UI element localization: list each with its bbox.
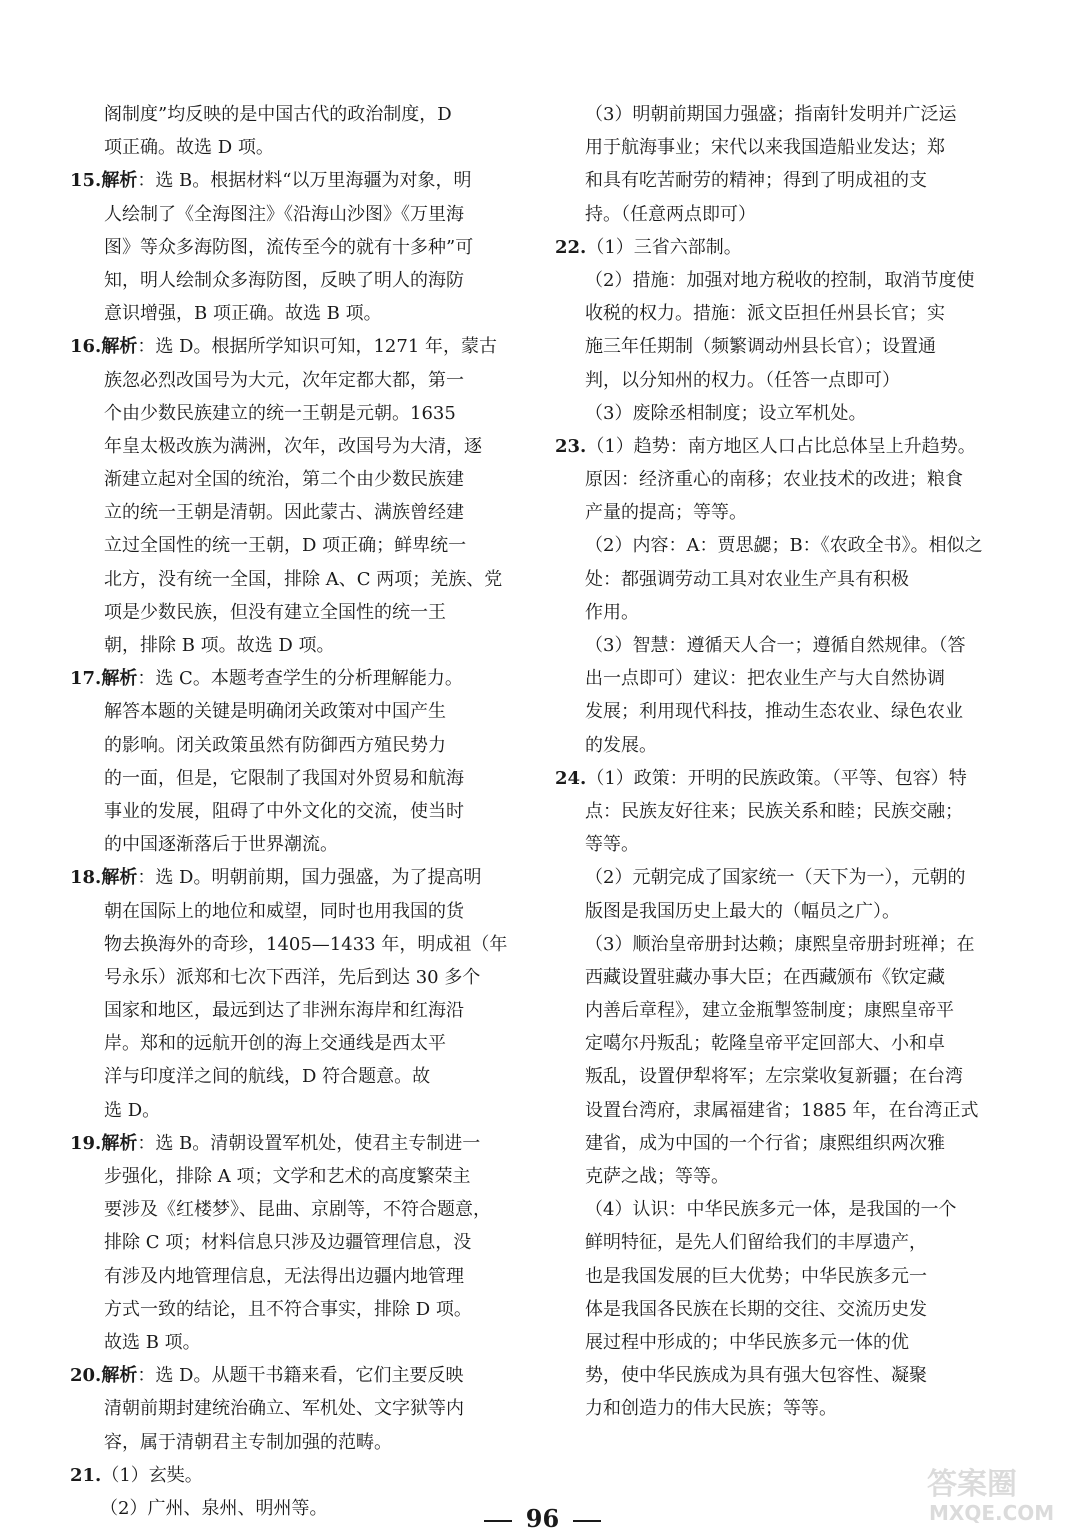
text-line: ：选 B。 (137, 1132, 211, 1154)
text-line: 处：都强调劳动工具对农业生产具有积极 (585, 568, 909, 590)
question-24 (555, 762, 1003, 795)
analysis-label: 解析 (101, 170, 138, 192)
text-line: 发展；利用现代科技，推动生态农业、绿色农业 (585, 701, 963, 723)
text-line: 本题考查学生的分析理解能力。 (210, 668, 463, 690)
text-line: 国家和地区，最远到达了非洲东海岸和红海沿 (104, 1000, 464, 1022)
text-line: 叛乱，设置伊犁将军；左宗棠收复新疆；在台湾 (585, 1066, 963, 1088)
footer-dash (484, 1520, 512, 1522)
text-line: 立过全国性的统一王朝，D 项正确；鲜卑统一 (104, 535, 467, 557)
text-line: 以万里海疆为对象，明 (291, 170, 472, 192)
question-number: 20. (70, 1365, 102, 1387)
text-line: 有涉及内地管理信息，无法得出边疆内地管理 (104, 1265, 464, 1287)
watermark-logo-svg (921, 1460, 1071, 1526)
text-line: （2）广州、泉州、明州等。 (100, 1497, 328, 1519)
text-line: 原因：经济重心的南移；农业技术的改进；粮食 (585, 469, 963, 491)
text-line: （1）政策：开明的民族政策。（平等、包容）特 (586, 767, 967, 789)
text-line: ：选 D。 (137, 1365, 212, 1387)
text-line: 立的统一王朝是清朝。因此蒙古、满族曾经建 (104, 502, 464, 524)
text-line: 的一面，但是，它限制了我国对外贸易和航海 (104, 767, 464, 789)
text-line: 用于航海事业；宋代以来我国造船业发达；郑 (585, 137, 945, 159)
analysis-label: 解析 (101, 336, 138, 358)
text-line: 容，属于清朝君主专制加强的范畴。 (104, 1431, 392, 1453)
question-19 (70, 1127, 522, 1160)
text-line: 北方，没有统一全国，排除 A、C 两项；羌族、党 (104, 568, 503, 590)
text-line: 施三年任期制（频繁调动州县长官）；设置通 (585, 336, 936, 358)
text-line: 朝在国际上的地位和威望，同时也用我国的货 (104, 900, 464, 922)
text-line: 故选 B 项。 (104, 1331, 201, 1353)
text-line: （2）措施：加强对地方税收的控制，取消节度使 (585, 269, 975, 291)
text-line: ：选 B。根据材料“ (137, 170, 292, 192)
text-line: 图》等众多海防图，流传至今的就有十多种”可 (104, 236, 474, 258)
text-line: （3）智慧：遵循天人合一；遵循自然规律。（答 (585, 635, 966, 656)
text-line: （2）元朝完成了国家统一（天下为一），元朝的 (585, 867, 966, 889)
text-line: （1）玄奘。 (101, 1464, 203, 1486)
analysis-label: 解析 (101, 1132, 138, 1154)
question-22 (555, 231, 1003, 264)
text-line: （1）趋势：南方地区人口占比总体呈上升趋势。 (586, 435, 976, 457)
text-line: 号永乐）派郑和七次下西洋，先后到达 30 多个 (104, 966, 481, 988)
text-line: 渐建立起对全国的统治，第二个由少数民族建 (104, 469, 464, 491)
text-line: 和具有吃苦耐劳的精神；得到了明成祖的支 (585, 170, 927, 192)
text-line: 内善后章程》，建立金瓶掣签制度；康熙皇帝平 (585, 1000, 954, 1022)
question-number: 22. (555, 236, 587, 258)
text-line: 出一点即可）建议：把农业生产与大自然协调 (585, 668, 945, 690)
text-line: 势，使中华民族成为具有强大包容性、凝聚 (585, 1365, 927, 1387)
text-line: 展过程中形成的；中华民族多元一体的优 (585, 1331, 909, 1353)
text-line: 方式一致的结论，且不符合事实，排除 D 项。 (104, 1298, 472, 1320)
text-line: 项正确。故选 D 项。 (104, 137, 274, 159)
text-line: （3）废除丞相制度；设立军机处。 (585, 402, 867, 424)
text-line: 清朝设置军机处，使君主专制进一 (210, 1132, 481, 1154)
question-number: 21. (70, 1464, 102, 1486)
right-column (555, 98, 1003, 1426)
text-line: 建省，成为中国的一个行省；康熙组织两次雅 (585, 1132, 945, 1154)
text-line: （2）内容：A：贾思勰；B：《农政全书》。相似之 (585, 535, 983, 557)
text-line: ：选 C。 (137, 668, 211, 690)
text-line: 判，以分知州的权力。（任答一点即可） (585, 369, 900, 391)
question-number: 19. (70, 1132, 102, 1154)
left-column (70, 98, 522, 1525)
text-line: 的中国逐渐落后于世界潮流。 (104, 834, 338, 856)
text-line: 个由少数民族建立的统一王朝是元朝。1635 (104, 402, 456, 424)
text-line: 明朝前期，国力强盛，为了提高明 (211, 867, 482, 889)
text-line: 选 D。 (104, 1099, 161, 1121)
text-line: 版图是我国历史上最大的（幅员之广）。 (585, 900, 900, 922)
question-20 (70, 1359, 522, 1392)
text-line: 设置台湾府，隶属福建省；1885 年，在台湾正式 (585, 1099, 979, 1121)
text-line: 步强化，排除 A 项；文学和艺术的高度繁荣主 (104, 1166, 471, 1187)
text-line: 解答本题的关键是明确闭关政策对中国产生 (104, 701, 446, 723)
text-line: 要涉及《红楼梦》、昆曲、京剧等，不符合题意， (104, 1199, 491, 1221)
text-line: ：选 D。 (137, 336, 212, 358)
analysis-label: 解析 (101, 867, 138, 889)
watermark-top: 答案圈 (927, 1467, 1017, 1502)
text-line: 项是少数民族，但没有建立全国性的统一王 (104, 601, 446, 623)
text-line: 持。（任意两点即可） (585, 203, 756, 225)
watermark-bottom: MXQE.COM (929, 1501, 1055, 1525)
question-number: 15. (70, 170, 102, 192)
text-line: 的发展。 (585, 734, 657, 756)
question-number: 18. (70, 867, 102, 889)
text-line: 事业的发展，阻碍了中外文化的交流，使当时 (104, 800, 464, 822)
question-number: 23. (555, 435, 587, 457)
text-line: ：选 D。 (137, 867, 212, 889)
text-line: 产量的提高；等等。 (585, 502, 747, 524)
text-line: 族忽必烈改国号为大元，次年定都大都，第一 (104, 369, 464, 391)
text-line: 西藏设置驻藏办事大臣；在西藏颁布《钦定藏 (585, 966, 945, 988)
question-16 (70, 330, 522, 363)
text-line: 体是我国各民族在长期的交往、交流历史发 (585, 1298, 927, 1320)
text-line: （1）三省六部制。 (586, 236, 742, 258)
text-line: 岸。郑和的远航开创的海上交通线是西太平 (104, 1033, 446, 1055)
text-line: 清朝前期封建统治确立、军机处、文字狱等内 (104, 1398, 464, 1420)
text-line: 排除 C 项；材料信息只涉及边疆管理信息，没 (104, 1232, 472, 1254)
question-15 (70, 164, 522, 197)
question-number: 24. (555, 767, 587, 789)
text-line: （4）认识：中华民族多元一体，是我国的一个 (585, 1199, 957, 1221)
text-line: 年皇太极改族为满洲，次年，改国号为大清，逐 (104, 435, 482, 457)
question-21 (70, 1459, 522, 1492)
text-line: 等等。 (585, 834, 639, 856)
text-line: 阁制度”均反映的是中国古代的政治制度，D (104, 104, 452, 125)
text-line: （3）明朝前期国力强盛；指南针发明并广泛运 (585, 104, 957, 125)
watermark-logo (921, 1460, 1071, 1526)
text-line: 知，明人绘制众多海防图，反映了明人的海防 (104, 269, 464, 291)
page-number: 96 (525, 1504, 560, 1533)
analysis-label: 解析 (101, 668, 138, 690)
text-line: 意识增强，B 项正确。故选 B 项。 (104, 303, 382, 325)
text-line: 人绘制了《全海图注》《沿海山沙图》《万里海 (104, 203, 464, 225)
text-line: 鲜明特征，是先人们留给我们的丰厚遗产， (585, 1232, 927, 1254)
text-line: 根据所学知识可知，1271 年，蒙古 (211, 336, 498, 358)
text-line: 从题干书籍来看，它们主要反映 (211, 1365, 464, 1387)
text-line: 定噶尔丹叛乱；乾隆皇帝平定回部大、小和卓 (585, 1033, 945, 1055)
text-line: 物去换海外的奇珍，1405—1433 年，明成祖（年 (104, 933, 508, 955)
text-line: 收税的权力。措施：派文臣担任州县长官；实 (585, 303, 945, 325)
question-17 (70, 662, 522, 695)
text-line: 克萨之战；等等。 (585, 1166, 729, 1187)
analysis-label: 解析 (101, 1365, 138, 1387)
text-line: 朝，排除 B 项。故选 D 项。 (104, 635, 335, 656)
text-line: 作用。 (585, 601, 639, 623)
text-line: 洋与印度洋之间的航线，D 符合题意。故 (104, 1066, 431, 1088)
question-18 (70, 861, 522, 894)
text-line: 力和创造力的伟大民族；等等。 (585, 1398, 837, 1420)
footer-dash (573, 1520, 601, 1522)
text-line: 的影响。闭关政策虽然有防御西方殖民势力 (104, 734, 446, 756)
question-number: 16. (70, 336, 102, 358)
question-number: 17. (70, 668, 102, 690)
question-23 (555, 430, 1003, 463)
text-line: 也是我国发展的巨大优势；中华民族多元一 (585, 1265, 927, 1287)
text-line: 点：民族友好往来；民族关系和睦；民族交融； (585, 800, 963, 822)
text-line: （3）顺治皇帝册封达赖；康熙皇帝册封班禅；在 (585, 933, 975, 955)
